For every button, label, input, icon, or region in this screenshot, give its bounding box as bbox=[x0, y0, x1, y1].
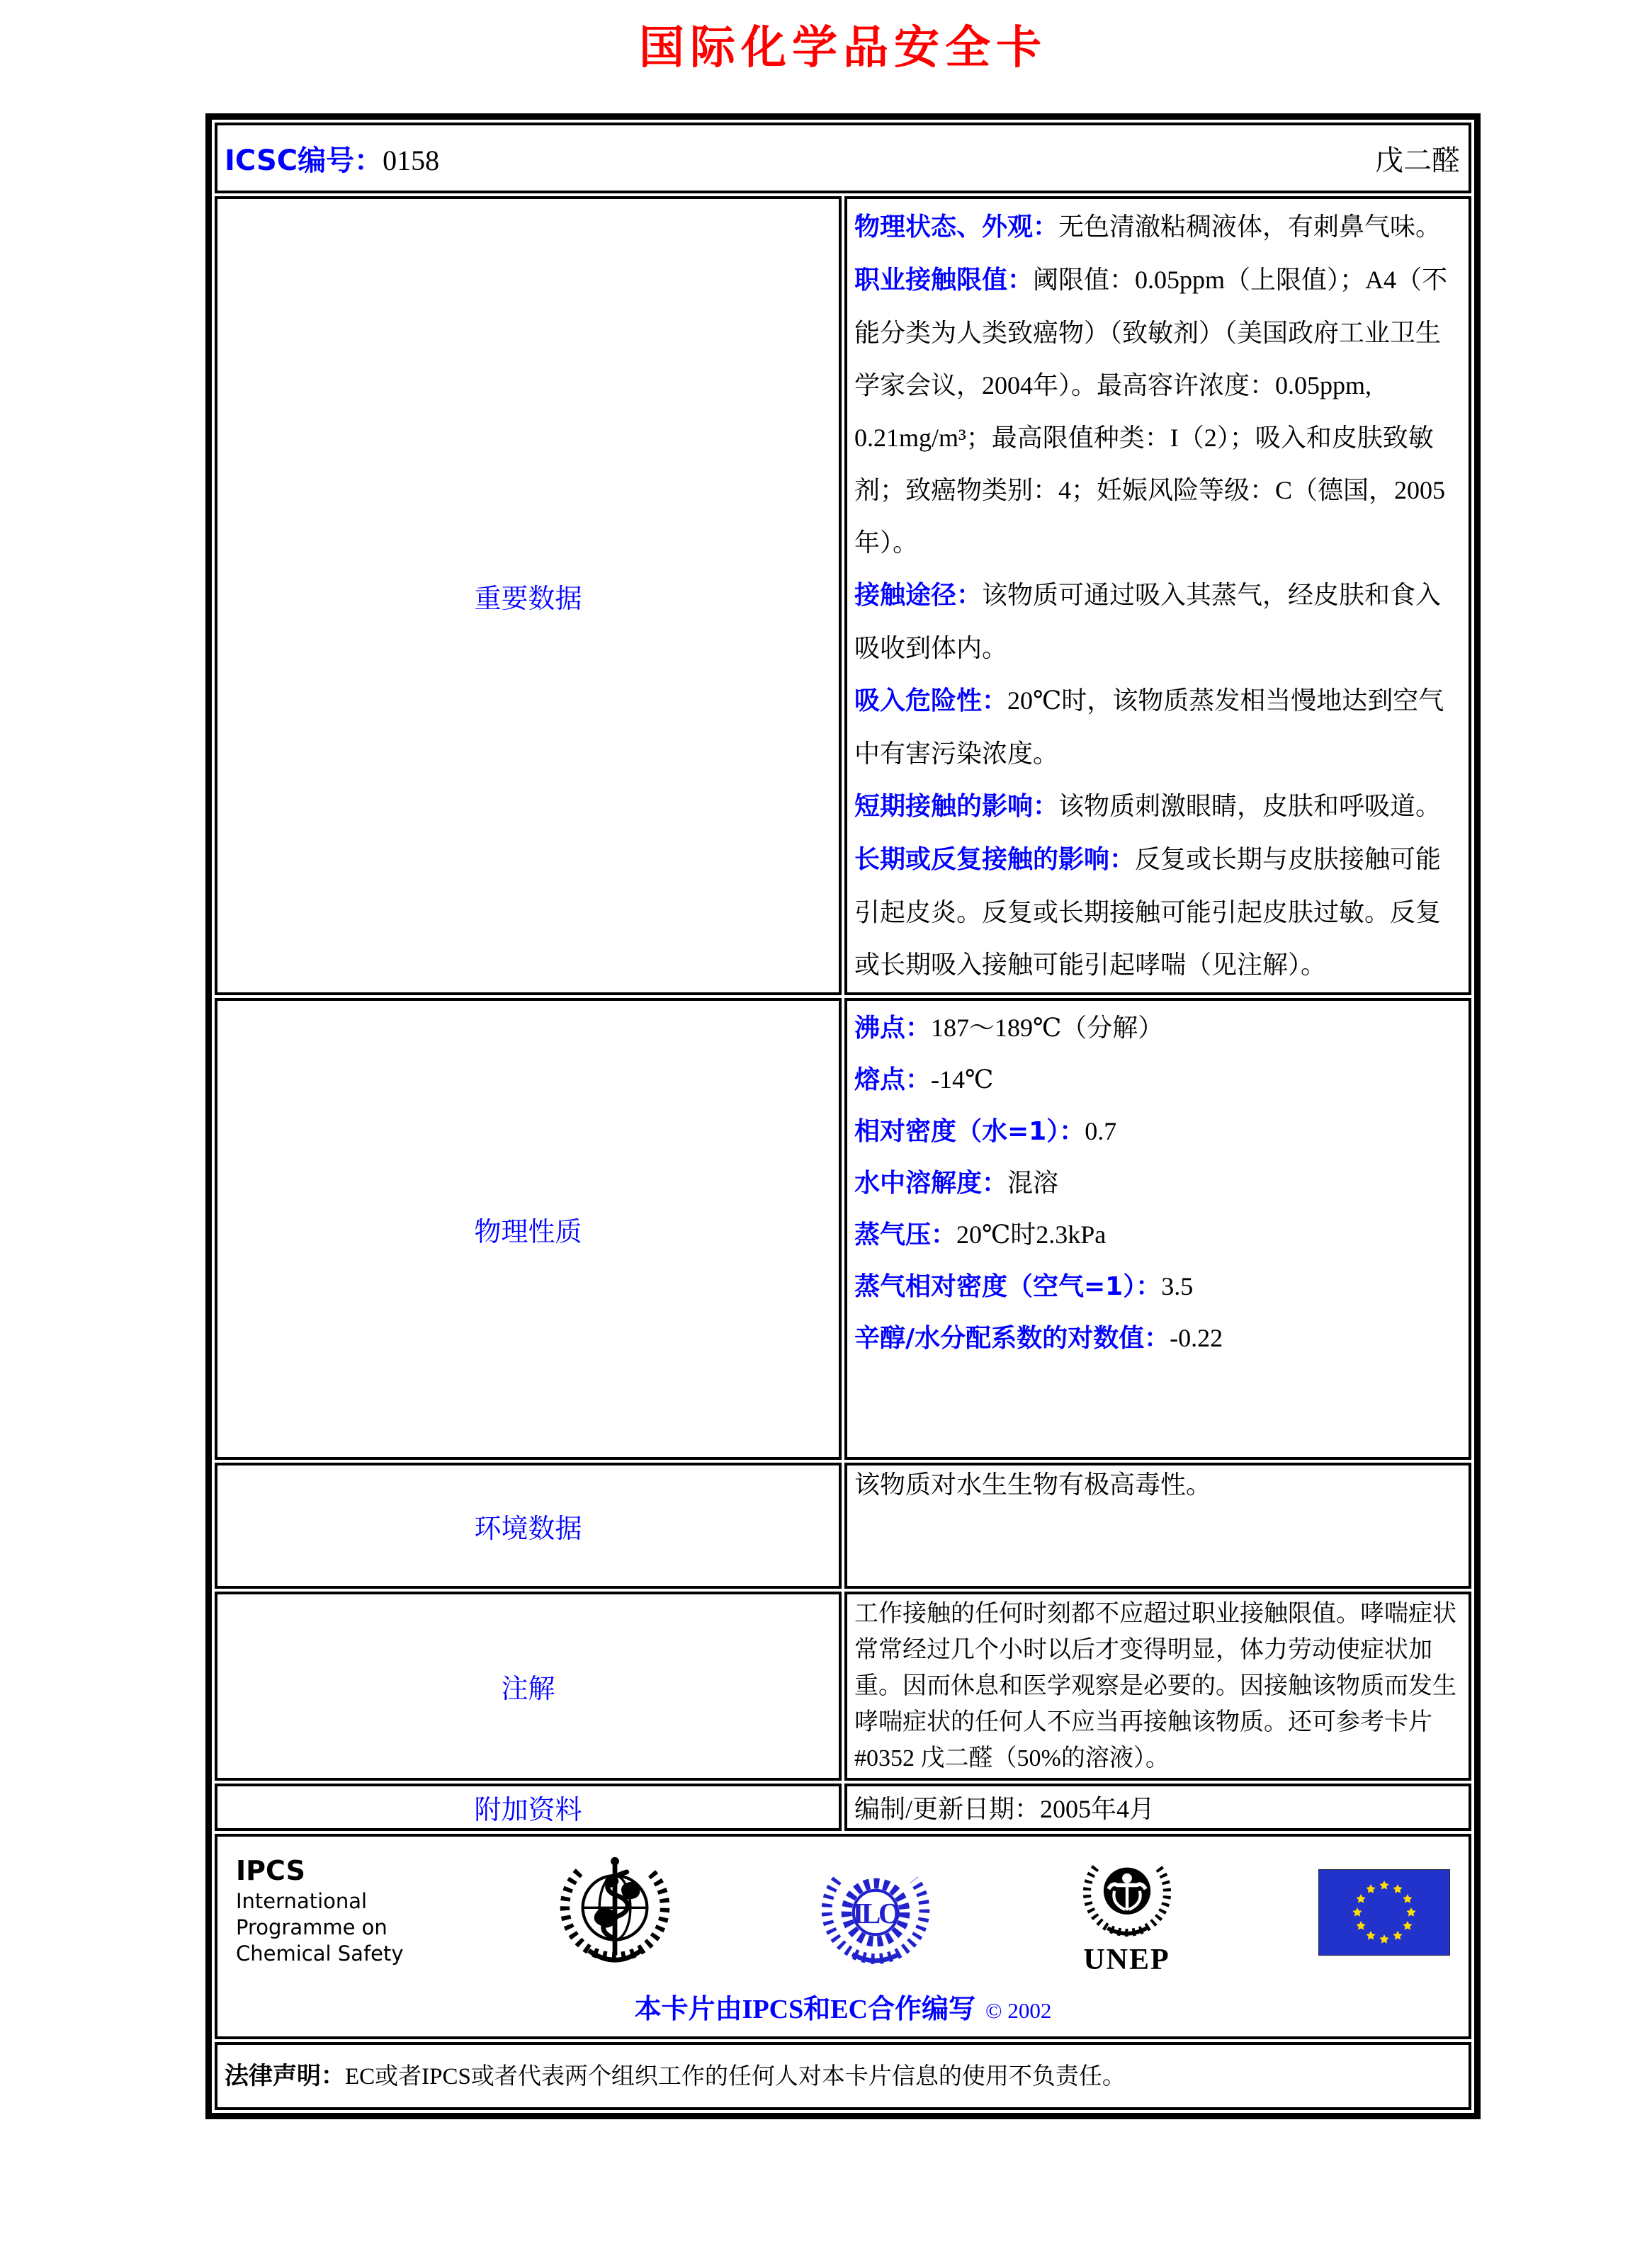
physical-properties-row bbox=[215, 998, 1471, 1460]
legal-cell bbox=[215, 2042, 1471, 2110]
important-data-item bbox=[854, 674, 1461, 780]
item-text: 混溶 bbox=[1007, 1169, 1059, 1197]
environmental-data-row bbox=[215, 1463, 1471, 1589]
ipcs-name: IPCS bbox=[236, 1854, 305, 1886]
ipcs-text-block bbox=[236, 1854, 413, 1967]
ipcs-line2: Programme on bbox=[236, 1915, 387, 1939]
physical-property-item bbox=[854, 1261, 1461, 1312]
legal-row bbox=[215, 2042, 1471, 2110]
item-label: 水中溶解度： bbox=[854, 1169, 1008, 1198]
ilo-logo-icon bbox=[816, 1854, 935, 1971]
item-text: -0.22 bbox=[1170, 1324, 1223, 1352]
copyright-text: © 2002 bbox=[985, 1997, 1052, 2023]
item-label: 蒸气压： bbox=[854, 1220, 957, 1249]
important-data-content bbox=[844, 196, 1471, 995]
item-label: 长期或反复接触的影响： bbox=[854, 845, 1136, 874]
header-cell bbox=[215, 123, 1471, 193]
item-label: 熔点： bbox=[854, 1065, 932, 1094]
item-label: 接触途径： bbox=[854, 581, 983, 610]
physical-property-item bbox=[854, 1106, 1461, 1157]
item-label: 短期接触的影响： bbox=[854, 792, 1059, 821]
environmental-data-content: 该物质对水生生物有极高毒性。 bbox=[844, 1463, 1471, 1589]
item-label: 吸入危险性： bbox=[854, 686, 1008, 715]
item-label: 辛醇/水分配系数的对数值： bbox=[854, 1324, 1170, 1353]
item-text: 20℃时，该物质蒸发相当慢地达到空气中有害污染浓度。 bbox=[854, 686, 1444, 768]
physical-property-item bbox=[854, 1002, 1461, 1054]
item-text: 该物质刺激眼睛，皮肤和呼吸道。 bbox=[1058, 792, 1442, 820]
item-text: -14℃ bbox=[931, 1065, 994, 1094]
card-table bbox=[212, 120, 1474, 2113]
physical-properties-content bbox=[844, 998, 1471, 1460]
additional-info-content: 编制/更新日期：2005年4月 bbox=[844, 1784, 1471, 1831]
item-label: 物理状态、外观： bbox=[854, 212, 1059, 242]
header-row bbox=[215, 123, 1471, 193]
legal-label: 法律声明： bbox=[225, 2061, 345, 2090]
logos-cell bbox=[215, 1834, 1471, 2039]
notes-content: 工作接触的任何时刻都不应超过职业接触限值。哮喘症状常常经过几个小时以后才变得明显，体力劳动使症状加重。因而休息和医学观察是必要的。因接触该物质而发生哮喘症状的任何人不应当再接触该物质。还可参考卡片#0352 戊二醛（50%的溶液）。 bbox=[844, 1592, 1471, 1781]
icsc-number-value: 0158 bbox=[383, 144, 440, 176]
section-label-physical-properties: 物理性质 bbox=[215, 998, 842, 1460]
icsc-number-label: ICSC编号： bbox=[225, 144, 383, 177]
item-label: 蒸气相对密度（空气=1）： bbox=[854, 1272, 1162, 1301]
section-label-additional-info: 附加资料 bbox=[215, 1784, 842, 1831]
item-text: 无色清澈粘稠液体，有刺鼻气味。 bbox=[1058, 212, 1442, 241]
item-text: 3.5 bbox=[1161, 1272, 1194, 1300]
unep-wordmark: UNEP bbox=[1083, 1943, 1170, 1976]
caption-text: 本卡片由IPCS和EC合作编写 bbox=[634, 1994, 976, 2024]
logos-row bbox=[215, 1834, 1471, 2039]
legal-text: EC或者IPCS或者代表两个组织工作的任何人对本卡片信息的使用不负责任。 bbox=[345, 2063, 1126, 2090]
icsc-number-group bbox=[225, 138, 439, 178]
important-data-row bbox=[215, 196, 1471, 995]
section-label-important-data: 重要数据 bbox=[215, 196, 842, 995]
item-label: 职业接触限值： bbox=[854, 266, 1034, 295]
important-data-item bbox=[854, 833, 1461, 991]
notes-row bbox=[215, 1592, 1471, 1781]
important-data-item bbox=[854, 780, 1461, 833]
chemical-name: 戊二醛 bbox=[1375, 144, 1460, 176]
caption-row bbox=[230, 1987, 1456, 2026]
important-data-item bbox=[854, 254, 1461, 569]
physical-property-item bbox=[854, 1157, 1461, 1209]
additional-info-row bbox=[215, 1784, 1471, 1831]
who-logo-icon bbox=[555, 1853, 674, 1972]
section-label-notes: 注解 bbox=[215, 1592, 842, 1781]
important-data-item bbox=[854, 200, 1461, 254]
item-text: 该物质可通过吸入其蒸气，经皮肤和食入吸收到体内。 bbox=[854, 581, 1442, 662]
physical-property-item bbox=[854, 1209, 1461, 1261]
svg-text:ILO: ILO bbox=[852, 1896, 899, 1929]
unep-logo-icon bbox=[1077, 1848, 1177, 1946]
icsc-card bbox=[205, 113, 1481, 2119]
item-label: 沸点： bbox=[854, 1014, 932, 1043]
page-title: 国际化学品安全卡 bbox=[639, 22, 1047, 74]
item-text: 反复或长期与皮肤接触可能引起皮炎。反复或长期接触可能引起皮肤过敏。反复或长期吸入接触可能引起哮喘（见注解）。 bbox=[854, 845, 1442, 979]
section-label-environmental-data: 环境数据 bbox=[215, 1463, 842, 1589]
ipcs-line3: Chemical Safety bbox=[236, 1941, 404, 1966]
eu-flag-icon bbox=[1318, 1869, 1450, 1956]
item-text: 187～189℃（分解） bbox=[931, 1014, 1164, 1042]
physical-property-item bbox=[854, 1054, 1461, 1106]
unep-logo-block bbox=[1077, 1848, 1177, 1977]
item-text: 0.7 bbox=[1085, 1117, 1117, 1145]
item-text: 20℃时2.3kPa bbox=[956, 1220, 1107, 1249]
important-data-item bbox=[854, 569, 1461, 674]
physical-property-item bbox=[854, 1312, 1461, 1364]
item-text: 阈限值：0.05ppm（上限值）；A4（不能分类为人类致癌物）（致敏剂）（美国政府工业卫生学家会议，2004年）。最高容许浓度：0.05ppm, 0.21mg/m³；最高限值种类：I（2）；吸入和皮肤致敏剂；致癌物类别：4；妊娠风险等级：C（德国，2005年）。 bbox=[854, 266, 1448, 557]
ipcs-line1: International bbox=[236, 1888, 368, 1913]
logos-strip bbox=[230, 1848, 1456, 1977]
item-label: 相对密度（水=1）： bbox=[854, 1117, 1085, 1146]
